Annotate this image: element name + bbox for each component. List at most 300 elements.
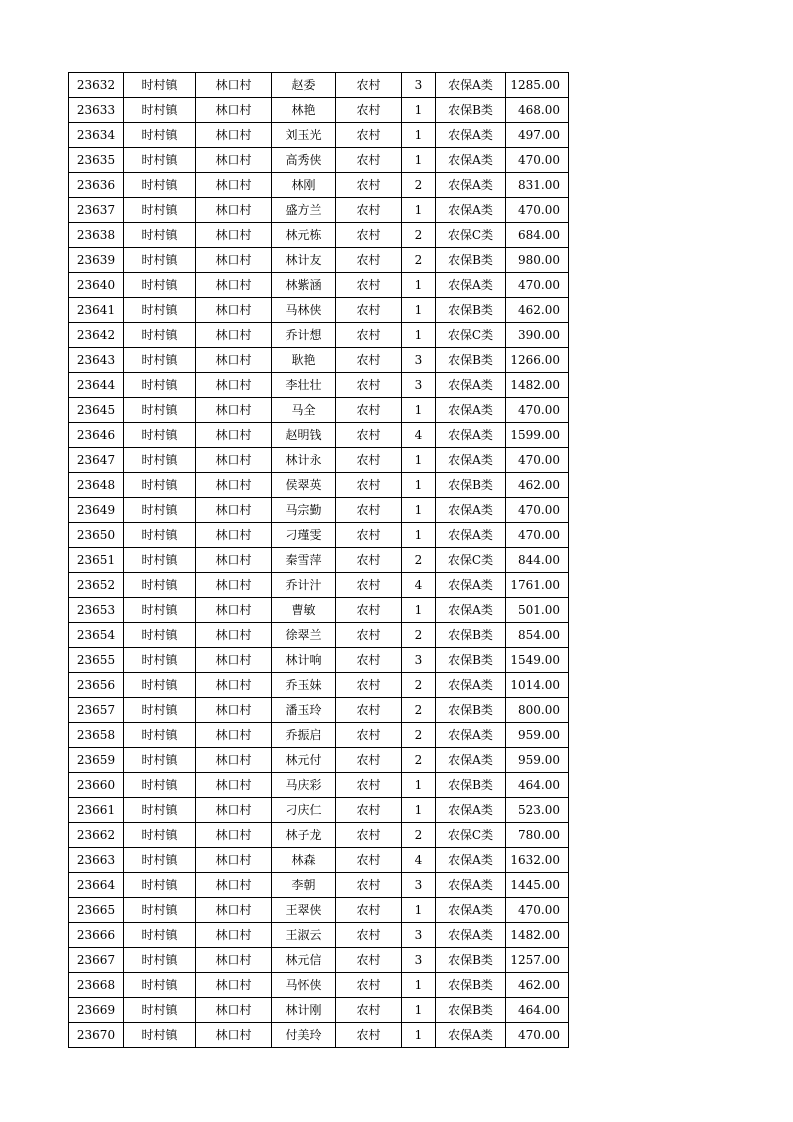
town-cell: 时村镇 [124,473,196,498]
village-cell: 林口村 [196,423,272,448]
town-cell: 时村镇 [124,448,196,473]
name-cell: 刘玉光 [272,123,336,148]
household-size-cell: 1 [402,598,436,623]
town-cell: 时村镇 [124,923,196,948]
village-cell: 林口村 [196,548,272,573]
town-cell: 时村镇 [124,848,196,873]
name-cell: 林子龙 [272,823,336,848]
category-cell: 农保A类 [436,923,506,948]
name-cell: 耿艳 [272,348,336,373]
category-cell: 农保A类 [436,148,506,173]
records-table-body [69,73,569,1048]
town-cell: 时村镇 [124,323,196,348]
name-cell: 林艳 [272,98,336,123]
category-cell: 农保B类 [436,623,506,648]
village-cell: 林口村 [196,398,272,423]
category-cell: 农保A类 [436,73,506,98]
record-id-cell: 23635 [69,148,124,173]
village-cell: 林口村 [196,348,272,373]
household-size-cell: 4 [402,573,436,598]
household-size-cell: 1 [402,898,436,923]
table-row [69,548,569,573]
area-type-cell: 农村 [336,973,402,998]
category-cell: 农保B类 [436,98,506,123]
household-size-cell: 2 [402,248,436,273]
village-cell: 林口村 [196,623,272,648]
category-cell: 农保A类 [436,898,506,923]
village-cell: 林口村 [196,523,272,548]
amount-cell: 462.00 [506,473,569,498]
record-id-cell: 23668 [69,973,124,998]
household-size-cell: 1 [402,273,436,298]
record-id-cell: 23655 [69,648,124,673]
name-cell: 马林侠 [272,298,336,323]
town-cell: 时村镇 [124,73,196,98]
area-type-cell: 农村 [336,448,402,473]
name-cell: 乔计想 [272,323,336,348]
table-row [69,723,569,748]
area-type-cell: 农村 [336,73,402,98]
area-type-cell: 农村 [336,198,402,223]
category-cell: 农保C类 [436,323,506,348]
amount-cell: 1014.00 [506,673,569,698]
record-id-cell: 23634 [69,123,124,148]
area-type-cell: 农村 [336,373,402,398]
category-cell: 农保B类 [436,348,506,373]
amount-cell: 800.00 [506,698,569,723]
table-row [69,323,569,348]
record-id-cell: 23645 [69,398,124,423]
amount-cell: 959.00 [506,748,569,773]
town-cell: 时村镇 [124,898,196,923]
area-type-cell: 农村 [336,648,402,673]
town-cell: 时村镇 [124,873,196,898]
village-cell: 林口村 [196,273,272,298]
household-size-cell: 3 [402,73,436,98]
name-cell: 林紫涵 [272,273,336,298]
area-type-cell: 农村 [336,423,402,448]
record-id-cell: 23643 [69,348,124,373]
category-cell: 农保B类 [436,948,506,973]
household-size-cell: 1 [402,523,436,548]
town-cell: 时村镇 [124,773,196,798]
area-type-cell: 农村 [336,723,402,748]
amount-cell: 497.00 [506,123,569,148]
village-cell: 林口村 [196,923,272,948]
town-cell: 时村镇 [124,1023,196,1048]
village-cell: 林口村 [196,498,272,523]
village-cell: 林口村 [196,998,272,1023]
town-cell: 时村镇 [124,148,196,173]
category-cell: 农保A类 [436,423,506,448]
area-type-cell: 农村 [336,473,402,498]
area-type-cell: 农村 [336,848,402,873]
village-cell: 林口村 [196,123,272,148]
household-size-cell: 2 [402,723,436,748]
table-row [69,1023,569,1048]
household-size-cell: 2 [402,623,436,648]
village-cell: 林口村 [196,948,272,973]
household-size-cell: 4 [402,423,436,448]
village-cell: 林口村 [196,73,272,98]
table-row [69,298,569,323]
amount-cell: 1285.00 [506,73,569,98]
village-cell: 林口村 [196,98,272,123]
table-row [69,123,569,148]
area-type-cell: 农村 [336,223,402,248]
town-cell: 时村镇 [124,98,196,123]
record-id-cell: 23651 [69,548,124,573]
village-cell: 林口村 [196,298,272,323]
village-cell: 林口村 [196,223,272,248]
village-cell: 林口村 [196,1023,272,1048]
record-id-cell: 23647 [69,448,124,473]
category-cell: 农保C类 [436,223,506,248]
area-type-cell: 农村 [336,623,402,648]
household-size-cell: 2 [402,748,436,773]
household-size-cell: 1 [402,498,436,523]
amount-cell: 470.00 [506,448,569,473]
area-type-cell: 农村 [336,873,402,898]
village-cell: 林口村 [196,748,272,773]
category-cell: 农保B类 [436,298,506,323]
records-table [68,72,569,1048]
town-cell: 时村镇 [124,998,196,1023]
village-cell: 林口村 [196,248,272,273]
household-size-cell: 1 [402,798,436,823]
record-id-cell: 23666 [69,923,124,948]
category-cell: 农保C类 [436,548,506,573]
name-cell: 林刚 [272,173,336,198]
name-cell: 乔玉妹 [272,673,336,698]
table-row [69,673,569,698]
amount-cell: 980.00 [506,248,569,273]
household-size-cell: 3 [402,648,436,673]
household-size-cell: 2 [402,223,436,248]
name-cell: 王淑云 [272,923,336,948]
name-cell: 曹敏 [272,598,336,623]
amount-cell: 462.00 [506,973,569,998]
table-row [69,448,569,473]
table-row [69,848,569,873]
household-size-cell: 1 [402,1023,436,1048]
household-size-cell: 3 [402,373,436,398]
table-row [69,348,569,373]
area-type-cell: 农村 [336,823,402,848]
table-row [69,923,569,948]
category-cell: 农保A类 [436,448,506,473]
record-id-cell: 23640 [69,273,124,298]
record-id-cell: 23657 [69,698,124,723]
town-cell: 时村镇 [124,723,196,748]
table-row [69,98,569,123]
amount-cell: 462.00 [506,298,569,323]
record-id-cell: 23653 [69,598,124,623]
town-cell: 时村镇 [124,648,196,673]
town-cell: 时村镇 [124,198,196,223]
name-cell: 林计刚 [272,998,336,1023]
category-cell: 农保B类 [436,648,506,673]
name-cell: 林计响 [272,648,336,673]
village-cell: 林口村 [196,673,272,698]
category-cell: 农保A类 [436,873,506,898]
record-id-cell: 23663 [69,848,124,873]
village-cell: 林口村 [196,473,272,498]
record-id-cell: 23667 [69,948,124,973]
amount-cell: 1632.00 [506,848,569,873]
record-id-cell: 23664 [69,873,124,898]
town-cell: 时村镇 [124,798,196,823]
amount-cell: 470.00 [506,498,569,523]
category-cell: 农保A类 [436,398,506,423]
area-type-cell: 农村 [336,498,402,523]
name-cell: 林森 [272,848,336,873]
table-row [69,273,569,298]
name-cell: 李朝 [272,873,336,898]
amount-cell: 470.00 [506,148,569,173]
household-size-cell: 3 [402,923,436,948]
amount-cell: 1549.00 [506,648,569,673]
name-cell: 马全 [272,398,336,423]
name-cell: 林元信 [272,948,336,973]
village-cell: 林口村 [196,848,272,873]
category-cell: 农保A类 [436,723,506,748]
record-id-cell: 23650 [69,523,124,548]
town-cell: 时村镇 [124,248,196,273]
name-cell: 侯翠英 [272,473,336,498]
name-cell: 王翠侠 [272,898,336,923]
town-cell: 时村镇 [124,223,196,248]
record-id-cell: 23638 [69,223,124,248]
table-row [69,998,569,1023]
category-cell: 农保B类 [436,248,506,273]
village-cell: 林口村 [196,148,272,173]
town-cell: 时村镇 [124,498,196,523]
category-cell: 农保B类 [436,973,506,998]
amount-cell: 470.00 [506,1023,569,1048]
record-id-cell: 23642 [69,323,124,348]
amount-cell: 831.00 [506,173,569,198]
household-size-cell: 1 [402,323,436,348]
village-cell: 林口村 [196,573,272,598]
name-cell: 林元栋 [272,223,336,248]
town-cell: 时村镇 [124,698,196,723]
amount-cell: 1482.00 [506,373,569,398]
amount-cell: 464.00 [506,998,569,1023]
record-id-cell: 23636 [69,173,124,198]
area-type-cell: 农村 [336,673,402,698]
household-size-cell: 3 [402,948,436,973]
category-cell: 农保A类 [436,673,506,698]
amount-cell: 468.00 [506,98,569,123]
household-size-cell: 1 [402,773,436,798]
village-cell: 林口村 [196,723,272,748]
category-cell: 农保A类 [436,748,506,773]
area-type-cell: 农村 [336,748,402,773]
town-cell: 时村镇 [124,748,196,773]
records-sheet [68,72,569,1048]
table-row [69,573,569,598]
name-cell: 徐翠兰 [272,623,336,648]
town-cell: 时村镇 [124,548,196,573]
town-cell: 时村镇 [124,398,196,423]
area-type-cell: 农村 [336,948,402,973]
record-id-cell: 23641 [69,298,124,323]
category-cell: 农保A类 [436,598,506,623]
table-row [69,948,569,973]
amount-cell: 1599.00 [506,423,569,448]
amount-cell: 470.00 [506,898,569,923]
table-row [69,423,569,448]
village-cell: 林口村 [196,448,272,473]
record-id-cell: 23661 [69,798,124,823]
category-cell: 农保B类 [436,998,506,1023]
village-cell: 林口村 [196,373,272,398]
household-size-cell: 1 [402,148,436,173]
category-cell: 农保A类 [436,373,506,398]
town-cell: 时村镇 [124,823,196,848]
area-type-cell: 农村 [336,148,402,173]
household-size-cell: 3 [402,873,436,898]
village-cell: 林口村 [196,198,272,223]
name-cell: 潘玉玲 [272,698,336,723]
category-cell: 农保C类 [436,823,506,848]
household-size-cell: 4 [402,848,436,873]
table-row [69,823,569,848]
household-size-cell: 1 [402,198,436,223]
amount-cell: 1257.00 [506,948,569,973]
name-cell: 马怀侠 [272,973,336,998]
table-row [69,373,569,398]
area-type-cell: 农村 [336,173,402,198]
town-cell: 时村镇 [124,598,196,623]
record-id-cell: 23652 [69,573,124,598]
table-row [69,773,569,798]
record-id-cell: 23665 [69,898,124,923]
town-cell: 时村镇 [124,173,196,198]
village-cell: 林口村 [196,323,272,348]
record-id-cell: 23669 [69,998,124,1023]
record-id-cell: 23639 [69,248,124,273]
category-cell: 农保B类 [436,773,506,798]
area-type-cell: 农村 [336,798,402,823]
table-row [69,748,569,773]
record-id-cell: 23660 [69,773,124,798]
name-cell: 林计友 [272,248,336,273]
category-cell: 农保A类 [436,123,506,148]
area-type-cell: 农村 [336,998,402,1023]
table-row [69,198,569,223]
table-row [69,248,569,273]
category-cell: 农保A类 [436,798,506,823]
amount-cell: 523.00 [506,798,569,823]
record-id-cell: 23670 [69,1023,124,1048]
category-cell: 农保A类 [436,573,506,598]
table-row [69,498,569,523]
name-cell: 赵委 [272,73,336,98]
category-cell: 农保A类 [436,848,506,873]
table-row [69,798,569,823]
area-type-cell: 农村 [336,248,402,273]
household-size-cell: 1 [402,998,436,1023]
record-id-cell: 23649 [69,498,124,523]
amount-cell: 780.00 [506,823,569,848]
category-cell: 农保A类 [436,273,506,298]
household-size-cell: 2 [402,698,436,723]
name-cell: 李壮壮 [272,373,336,398]
amount-cell: 1761.00 [506,573,569,598]
record-id-cell: 23644 [69,373,124,398]
table-row [69,223,569,248]
name-cell: 乔振启 [272,723,336,748]
town-cell: 时村镇 [124,673,196,698]
record-id-cell: 23648 [69,473,124,498]
record-id-cell: 23633 [69,98,124,123]
category-cell: 农保A类 [436,198,506,223]
household-size-cell: 2 [402,173,436,198]
table-row [69,648,569,673]
area-type-cell: 农村 [336,273,402,298]
name-cell: 林计永 [272,448,336,473]
amount-cell: 684.00 [506,223,569,248]
record-id-cell: 23654 [69,623,124,648]
household-size-cell: 1 [402,398,436,423]
table-row [69,173,569,198]
area-type-cell: 农村 [336,123,402,148]
table-row [69,698,569,723]
amount-cell: 1445.00 [506,873,569,898]
name-cell: 赵明钱 [272,423,336,448]
village-cell: 林口村 [196,873,272,898]
name-cell: 刁瑾雯 [272,523,336,548]
area-type-cell: 农村 [336,1023,402,1048]
area-type-cell: 农村 [336,323,402,348]
amount-cell: 1266.00 [506,348,569,373]
area-type-cell: 农村 [336,573,402,598]
area-type-cell: 农村 [336,98,402,123]
town-cell: 时村镇 [124,423,196,448]
record-id-cell: 23658 [69,723,124,748]
town-cell: 时村镇 [124,623,196,648]
household-size-cell: 2 [402,673,436,698]
amount-cell: 464.00 [506,773,569,798]
household-size-cell: 3 [402,348,436,373]
name-cell: 秦雪萍 [272,548,336,573]
area-type-cell: 农村 [336,398,402,423]
area-type-cell: 农村 [336,898,402,923]
table-row [69,598,569,623]
category-cell: 农保A类 [436,498,506,523]
amount-cell: 470.00 [506,523,569,548]
town-cell: 时村镇 [124,123,196,148]
area-type-cell: 农村 [336,298,402,323]
category-cell: 农保B类 [436,698,506,723]
record-id-cell: 23637 [69,198,124,223]
household-size-cell: 1 [402,98,436,123]
amount-cell: 854.00 [506,623,569,648]
village-cell: 林口村 [196,773,272,798]
village-cell: 林口村 [196,798,272,823]
name-cell: 高秀侠 [272,148,336,173]
household-size-cell: 1 [402,298,436,323]
category-cell: 农保B类 [436,473,506,498]
village-cell: 林口村 [196,173,272,198]
village-cell: 林口村 [196,973,272,998]
household-size-cell: 2 [402,548,436,573]
table-row [69,898,569,923]
area-type-cell: 农村 [336,348,402,373]
village-cell: 林口村 [196,898,272,923]
